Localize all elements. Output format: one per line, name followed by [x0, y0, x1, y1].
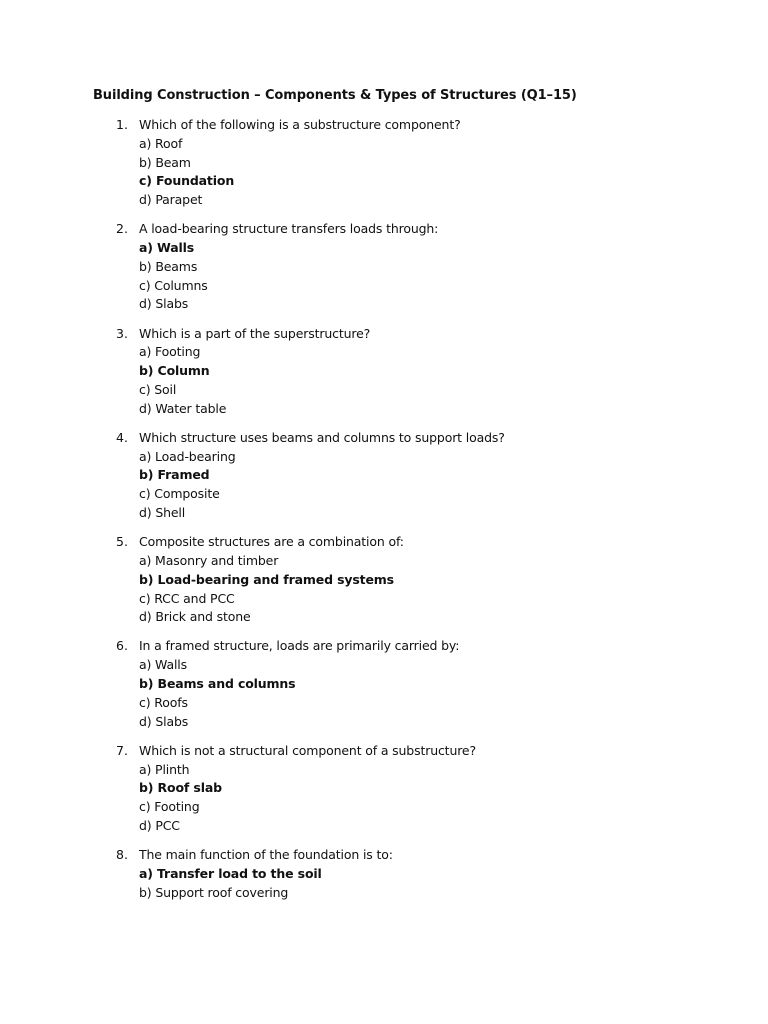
answer-option: c) Footing	[139, 799, 200, 815]
question-item	[0, 846, 768, 950]
answer-option: d) Brick and stone	[139, 609, 251, 625]
question-number: 8.	[116, 847, 128, 863]
answer-option: a) Load-bearing	[139, 448, 236, 464]
answer-options	[139, 239, 208, 314]
answer-option: c) RCC and PCC	[139, 590, 235, 606]
answer-option: a) Walls	[139, 657, 187, 673]
answer-option: d) PCC	[139, 817, 180, 833]
answer-option: b) Support roof covering	[139, 884, 289, 900]
correct-answer-option: b) Framed	[139, 467, 210, 483]
document-title: Building Construction – Components & Types of Structures (Q1–15)	[93, 88, 577, 103]
answer-option: c) Roofs	[139, 694, 188, 710]
question-text: Which of the following is a substructure component?	[139, 117, 461, 132]
answer-option: a) Masonry and timber	[139, 552, 279, 568]
answer-option: d) Water table	[139, 400, 227, 416]
correct-answer-option: b) Beams and columns	[139, 676, 296, 692]
answer-option: d) Slabs	[139, 296, 189, 312]
question-list	[0, 116, 768, 950]
answer-option: a) Roof	[139, 135, 183, 151]
correct-answer-option: b) Load-bearing and framed systems	[139, 571, 394, 587]
question-number: 1.	[116, 117, 128, 132]
answer-option: a) Footing	[139, 344, 201, 360]
question-number: 3.	[116, 325, 128, 341]
question-text: Composite structures are a combination of:	[139, 534, 404, 550]
question-number: 7.	[116, 742, 128, 758]
question-item	[0, 533, 768, 637]
answer-options	[139, 448, 236, 523]
answer-option: b) Beam	[139, 154, 191, 170]
answer-option: d) Parapet	[139, 192, 203, 208]
answer-options	[139, 656, 295, 731]
answer-options	[139, 761, 222, 836]
answer-option: d) Slabs	[139, 713, 189, 729]
question-text: The main function of the foundation is to:	[139, 847, 393, 863]
question-item	[0, 116, 768, 220]
question-text: Which structure uses beams and columns to support loads?	[139, 429, 505, 445]
question-text: Which is not a structural component of a substructure?	[139, 742, 476, 758]
answer-option: a) Plinth	[139, 761, 190, 777]
question-text: Which is a part of the superstructure?	[139, 325, 371, 341]
question-item	[0, 742, 768, 846]
question-item	[0, 429, 768, 533]
question-number: 5.	[116, 534, 128, 550]
answer-option: c) Soil	[139, 381, 177, 397]
question-text: A load-bearing structure transfers loads through:	[139, 221, 439, 237]
correct-answer-option: b) Column	[139, 363, 210, 379]
question-text: In a framed structure, loads are primarily carried by:	[139, 638, 460, 654]
correct-answer-option: c) Foundation	[139, 173, 235, 189]
question-item	[0, 325, 768, 429]
answer-options	[139, 343, 226, 418]
answer-option: c) Composite	[139, 486, 220, 502]
question-number: 6.	[116, 638, 128, 654]
question-number: 2.	[116, 221, 128, 237]
answer-options	[139, 135, 234, 210]
answer-option: c) Columns	[139, 277, 208, 293]
question-item	[0, 220, 768, 324]
question-item	[0, 637, 768, 741]
answer-option: b) Beams	[139, 258, 198, 274]
answer-options	[139, 865, 322, 903]
correct-answer-option: b) Roof slab	[139, 780, 222, 796]
correct-answer-option: a) Walls	[139, 240, 195, 256]
question-number: 4.	[116, 429, 128, 445]
correct-answer-option: a) Transfer load to the soil	[139, 865, 322, 881]
answer-options	[139, 552, 394, 627]
answer-option: d) Shell	[139, 505, 186, 521]
